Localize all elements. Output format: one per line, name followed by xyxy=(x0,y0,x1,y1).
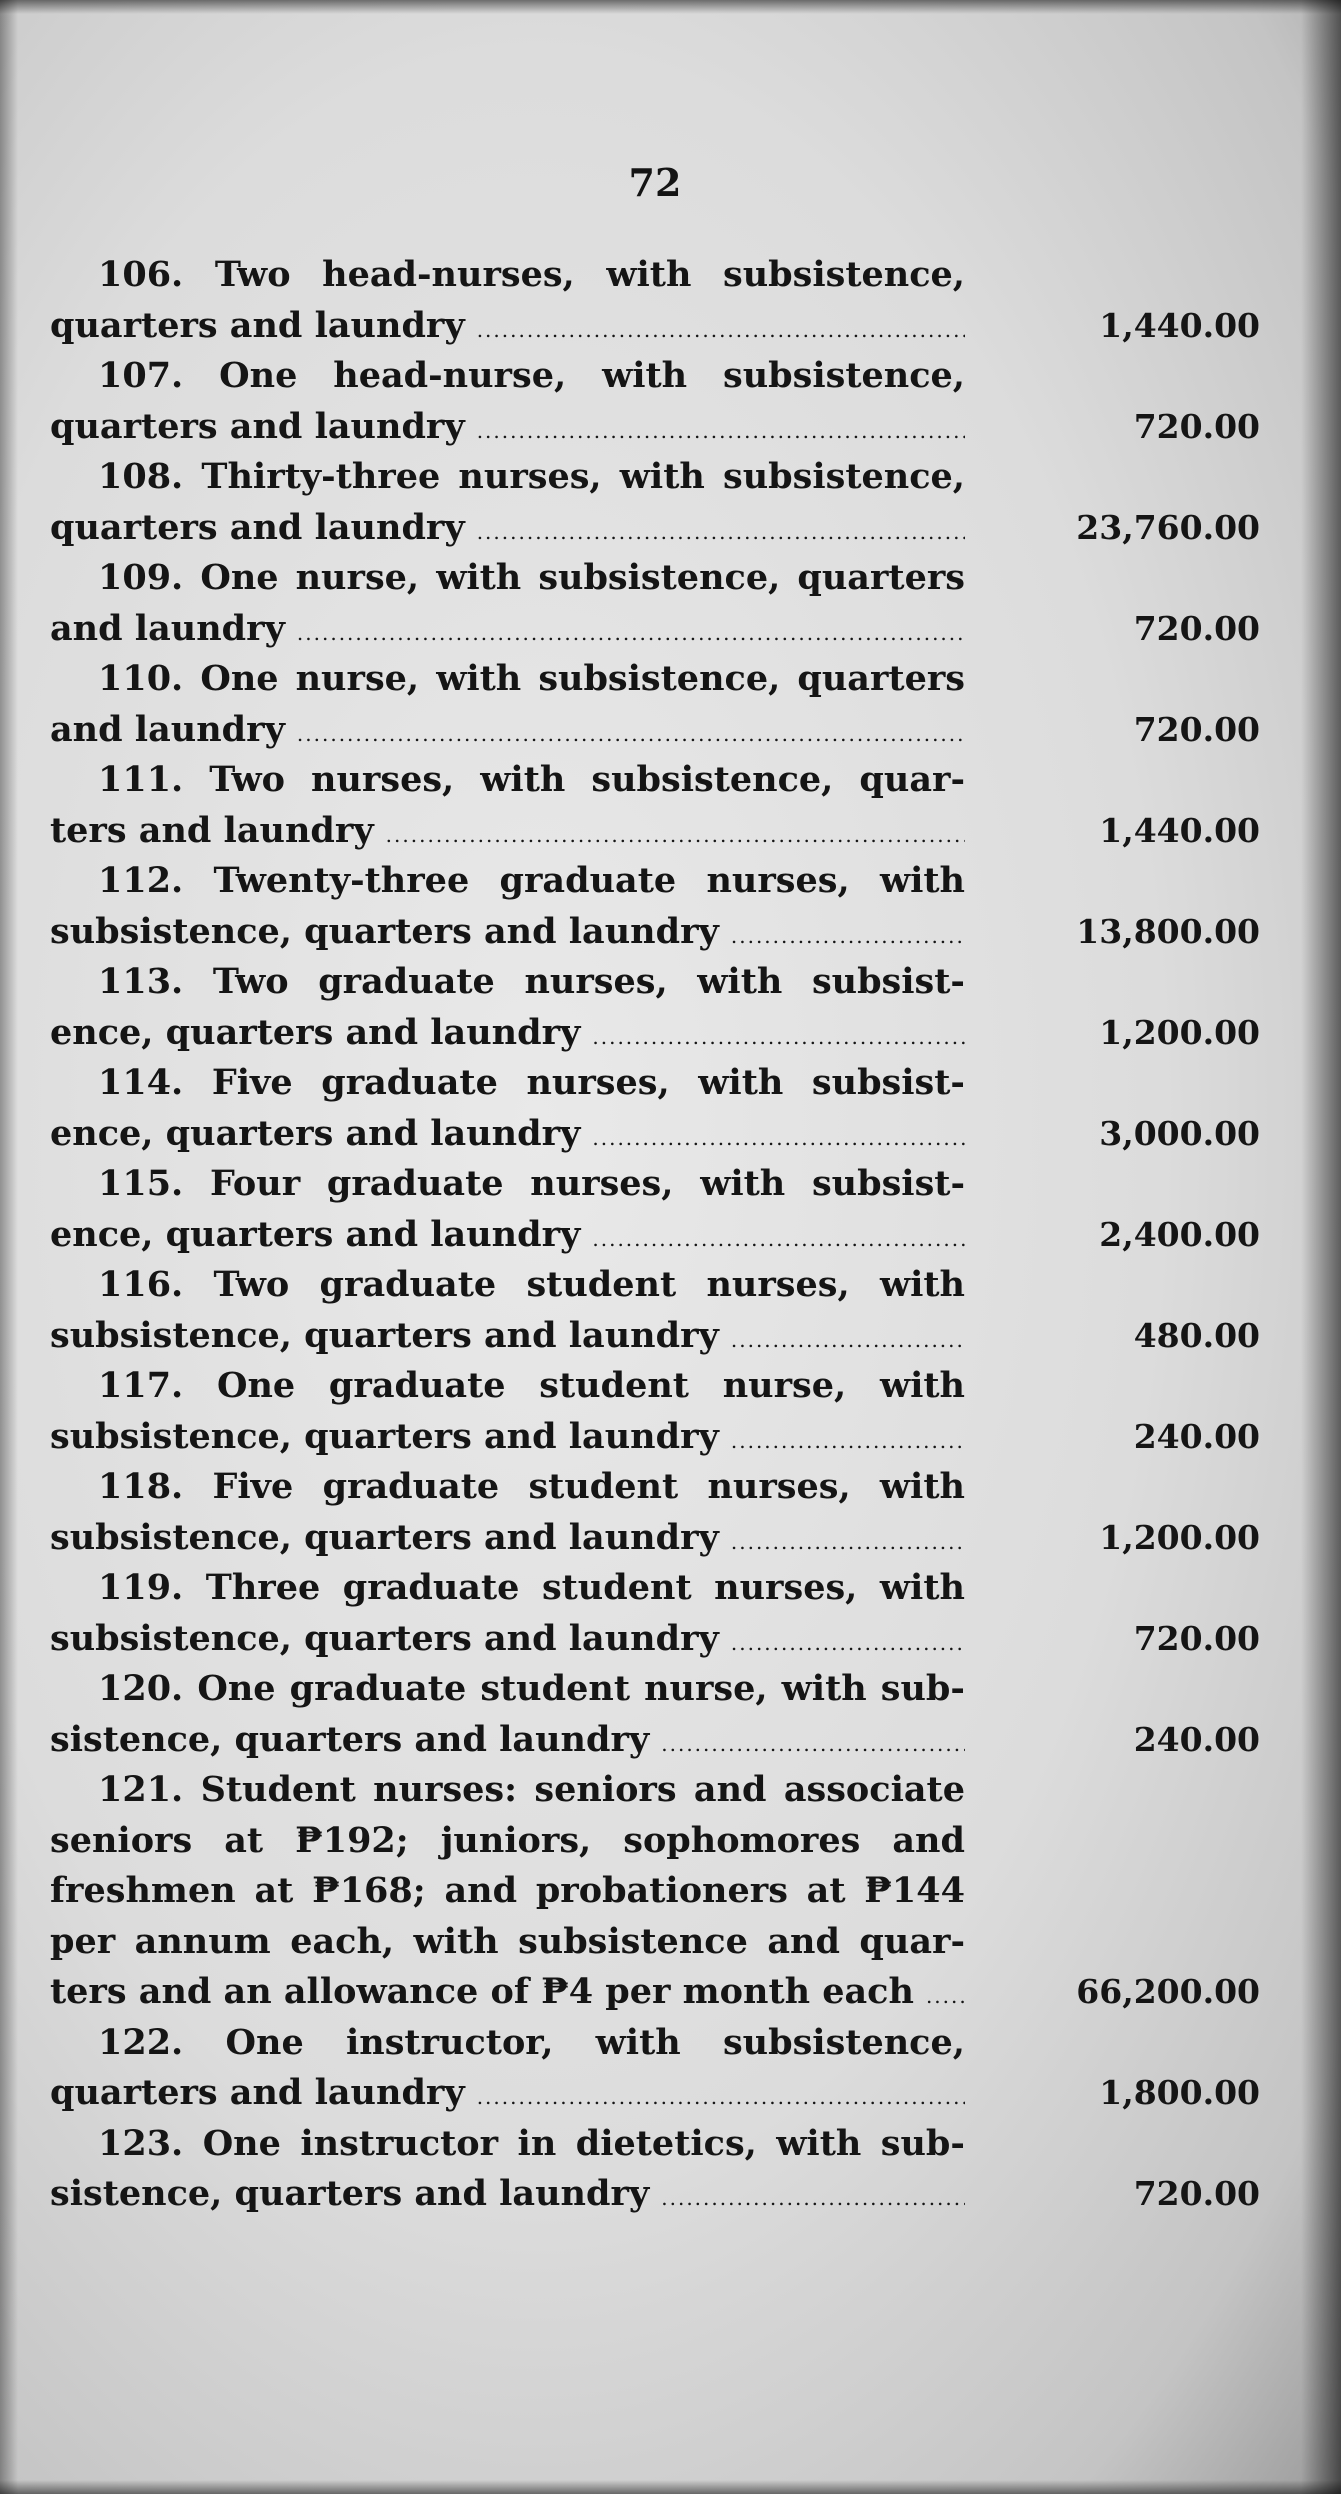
item-line-last xyxy=(50,1715,965,1766)
appropriation-item xyxy=(50,1159,1260,1260)
appropriation-item xyxy=(50,452,1260,553)
item-description xyxy=(50,1765,965,2018)
appropriation-items-list xyxy=(50,250,1260,2220)
item-amount: 23,760.00 xyxy=(1076,507,1260,547)
item-line-text: ters and laundry xyxy=(50,809,374,851)
item-line-last xyxy=(50,806,965,857)
item-amount: 720.00 xyxy=(1133,608,1260,648)
appropriation-item xyxy=(50,250,1260,351)
item-amount: 3,000.00 xyxy=(1099,1113,1260,1153)
item-description xyxy=(50,2119,965,2220)
item-line-last xyxy=(50,1210,965,1261)
item-amount: 1,200.00 xyxy=(1099,1517,1260,1557)
item-line-last xyxy=(50,1614,965,1665)
item-description xyxy=(50,755,965,856)
item-amount: 720.00 xyxy=(1133,2174,1260,2213)
dot-leader xyxy=(592,1113,965,1160)
page-right-shadow xyxy=(1301,0,1341,2494)
item-line-first: 114. Five graduate nurses, with subsist- xyxy=(98,1062,965,1103)
item-line-text: ters and an allowance of ₱4 per month each xyxy=(50,1971,914,2012)
item-description xyxy=(50,1260,965,1361)
appropriation-item xyxy=(50,1058,1260,1159)
item-line-first: 118. Five graduate student nurses, with xyxy=(98,1466,965,1507)
item-description xyxy=(50,452,965,553)
item-description xyxy=(50,553,965,654)
item-line-text: quarters and laundry xyxy=(50,405,465,447)
page-left-edge xyxy=(0,0,18,2494)
item-amount: 720.00 xyxy=(1133,406,1260,446)
dot-leader xyxy=(477,305,965,352)
item-line-text: and laundry xyxy=(50,607,285,649)
item-amount: 2,400.00 xyxy=(1099,1214,1260,1254)
appropriation-item xyxy=(50,856,1260,957)
dot-leader xyxy=(731,1416,965,1463)
appropriation-item xyxy=(50,2119,1260,2220)
item-line-text: subsistence, quarters and laundry xyxy=(50,1415,719,1457)
dot-leader xyxy=(297,608,965,655)
item-line-first: 110. One nurse, with subsistence, quarters xyxy=(98,658,965,699)
item-line-text: quarters and laundry xyxy=(50,304,465,346)
item-line-first: 106. Two head-nurses, with subsistence, xyxy=(98,254,965,295)
item-line: freshmen at ₱168; and probationers at ₱144 xyxy=(50,1870,965,1911)
item-description xyxy=(50,1159,965,1260)
item-amount: 13,800.00 xyxy=(1076,911,1260,951)
item-line-first: 122. One instructor, with subsistence, xyxy=(98,2021,965,2063)
item-amount: 240.00 xyxy=(1133,1719,1260,1759)
item-line-first: 108. Thirty-three nurses, with subsistence, xyxy=(98,456,965,497)
appropriation-item xyxy=(50,553,1260,654)
item-description xyxy=(50,1058,965,1159)
item-line-text: ence, quarters and laundry xyxy=(50,1112,581,1154)
item-line-last xyxy=(50,2068,965,2119)
item-description xyxy=(50,957,965,1058)
dot-leader xyxy=(731,911,965,958)
item-line-first: 113. Two graduate nurses, with subsist- xyxy=(98,961,965,1002)
item-line-text: sistence, quarters and laundry xyxy=(50,1718,650,1760)
item-line-last xyxy=(50,604,965,655)
item-amount: 1,440.00 xyxy=(1099,810,1260,850)
item-description xyxy=(50,250,965,351)
dot-leader xyxy=(731,1517,965,1564)
dot-leader xyxy=(477,507,965,554)
item-line-first: 123. One instructor in dietetics, with sub- xyxy=(98,2122,965,2164)
appropriation-item xyxy=(50,957,1260,1058)
dot-leader xyxy=(661,1719,965,1766)
item-line-text: subsistence, quarters and laundry xyxy=(50,1516,719,1558)
item-line-last xyxy=(50,907,965,958)
item-line-text: subsistence, quarters and laundry xyxy=(50,1314,719,1356)
dot-leader xyxy=(477,2072,965,2119)
item-line-text: ence, quarters and laundry xyxy=(50,1213,581,1255)
page-bottom-edge xyxy=(0,2480,1341,2494)
dot-leader xyxy=(592,1012,965,1059)
item-line-text: quarters and laundry xyxy=(50,506,465,548)
item-line-last xyxy=(50,402,965,453)
item-line-first: 109. One nurse, with subsistence, quarters xyxy=(98,557,965,598)
dot-leader xyxy=(477,406,965,453)
item-line-last xyxy=(50,1109,965,1160)
item-description xyxy=(50,856,965,957)
item-description xyxy=(50,1664,965,1765)
item-line-first: 107. One head-nurse, with subsistence, xyxy=(98,355,965,396)
item-amount: 1,440.00 xyxy=(1099,305,1260,345)
appropriation-item xyxy=(50,1765,1260,2018)
item-description xyxy=(50,351,965,452)
item-line-first: 117. One graduate student nurse, with xyxy=(98,1365,965,1406)
item-line-last xyxy=(50,2169,965,2220)
page-number: 72 xyxy=(628,160,682,205)
item-line-text: quarters and laundry xyxy=(50,2072,465,2113)
page-top-edge xyxy=(0,0,1341,14)
item-description xyxy=(50,654,965,755)
item-line: seniors at ₱192; juniors, sophomores and xyxy=(50,1819,965,1861)
item-line: per annum each, with subsistence and quar- xyxy=(50,1920,965,1962)
item-amount: 66,200.00 xyxy=(1076,1972,1260,2011)
dot-leader xyxy=(592,1214,965,1261)
item-line-first: 119. Three graduate student nurses, with xyxy=(98,1567,965,1608)
item-line-first: 112. Twenty-three graduate nurses, with xyxy=(98,860,965,901)
dot-leader xyxy=(731,1315,965,1362)
item-line-text: ence, quarters and laundry xyxy=(50,1011,581,1053)
item-description xyxy=(50,1361,965,1462)
dot-leader xyxy=(926,1971,965,2018)
item-description xyxy=(50,1462,965,1563)
appropriation-item xyxy=(50,654,1260,755)
item-line-text: sistence, quarters and laundry xyxy=(50,2173,650,2214)
appropriation-item xyxy=(50,1361,1260,1462)
appropriation-item xyxy=(50,351,1260,452)
item-line-first: 116. Two graduate student nurses, with xyxy=(98,1264,965,1305)
appropriation-item xyxy=(50,1563,1260,1664)
item-amount: 480.00 xyxy=(1133,1315,1260,1355)
item-description xyxy=(50,2018,965,2119)
item-line-first: 120. One graduate student nurse, with sub- xyxy=(98,1668,965,1709)
appropriation-item xyxy=(50,755,1260,856)
appropriation-item xyxy=(50,1462,1260,1563)
item-line-text: subsistence, quarters and laundry xyxy=(50,1617,719,1659)
item-line-first: 115. Four graduate nurses, with subsist- xyxy=(98,1163,965,1204)
item-line-text: subsistence, quarters and laundry xyxy=(50,910,719,952)
appropriation-item xyxy=(50,1664,1260,1765)
item-line-first: 121. Student nurses: seniors and associate xyxy=(98,1769,965,1810)
item-amount: 720.00 xyxy=(1133,1618,1260,1658)
item-line-last xyxy=(50,1412,965,1463)
dot-leader xyxy=(386,810,965,857)
item-line-first: 111. Two nurses, with subsistence, quar- xyxy=(98,759,965,800)
item-amount: 1,800.00 xyxy=(1099,2073,1260,2112)
item-line-last xyxy=(50,1311,965,1362)
item-amount: 240.00 xyxy=(1133,1416,1260,1456)
item-line-last xyxy=(50,1967,965,2018)
item-line-last xyxy=(50,301,965,352)
item-amount: 1,200.00 xyxy=(1099,1012,1260,1052)
dot-leader xyxy=(661,2173,965,2220)
dot-leader xyxy=(297,709,965,756)
appropriation-item xyxy=(50,2018,1260,2119)
item-line-text: and laundry xyxy=(50,708,285,750)
item-line-last xyxy=(50,1008,965,1059)
item-amount: 720.00 xyxy=(1133,709,1260,749)
item-line-last xyxy=(50,503,965,554)
item-line-last xyxy=(50,705,965,756)
item-description xyxy=(50,1563,965,1664)
dot-leader xyxy=(731,1618,965,1665)
appropriation-item xyxy=(50,1260,1260,1361)
item-line-last xyxy=(50,1513,965,1564)
